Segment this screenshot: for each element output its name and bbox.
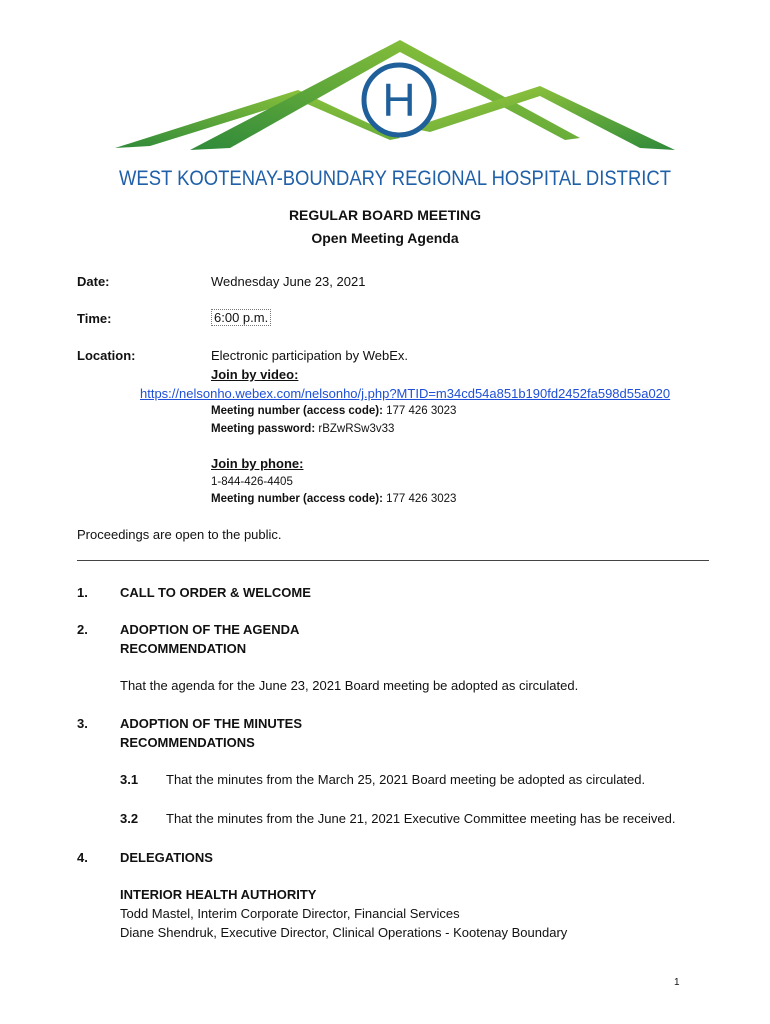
phone-meeting-number-line — [211, 493, 456, 505]
item3-title: ADOPTION OF THE MINUTES — [120, 716, 302, 731]
item3-1-text: That the minutes from the March 25, 2021 Board meeting be adopted as circulated. — [166, 772, 646, 787]
meeting-title: REGULAR BOARD MEETING — [288, 207, 482, 223]
time-value: 6:00 p.m. — [211, 309, 271, 326]
location-value: Electronic participation by WebEx. — [211, 348, 409, 363]
agenda-subtitle: Open Meeting Agenda — [311, 230, 459, 246]
join-video-label: Join by video: — [211, 367, 299, 382]
item3-subtitle: RECOMMENDATIONS — [120, 735, 255, 750]
item1-number: 1. — [77, 585, 88, 600]
date-value: Wednesday June 23, 2021 — [211, 274, 366, 289]
item2-subtitle: RECOMMENDATION — [120, 641, 247, 656]
webex-video-link[interactable]: https://nelsonho.webex.com/nelsonho/j.php?MTID=m34cd54a851b190fd2452fa598d55a020 — [140, 386, 671, 401]
phone-meeting-number-value: 177 426 3023 — [386, 493, 457, 505]
item3-2-text: That the minutes from the June 21, 2021 Executive Committee meeting has be received. — [166, 811, 676, 826]
meeting-password-value: rBZwRSw3v33 — [318, 423, 395, 435]
org-name: WEST KOOTENAY-BOUNDARY REGIONAL HOSPITAL DISTRICT — [119, 166, 671, 190]
phone-number: 1-844-426-4405 — [211, 476, 293, 488]
divider — [77, 560, 709, 561]
join-phone-label: Join by phone: — [211, 456, 304, 471]
item2-title: ADOPTION OF THE AGENDA — [120, 622, 300, 637]
meeting-password-line — [211, 423, 394, 435]
item3-number: 3. — [77, 716, 88, 731]
item2-number: 2. — [77, 622, 88, 637]
district-logo — [110, 38, 680, 193]
item3-1-number: 3.1 — [120, 772, 139, 787]
item3-2-number: 3.2 — [120, 811, 139, 826]
item2-recommendation: That the agenda for the June 23, 2021 Board meeting be adopted as circulated. — [120, 678, 579, 693]
delegate-1: Todd Mastel, Interim Corporate Director, Financial Services — [120, 906, 460, 921]
delegation-organization: INTERIOR HEALTH AUTHORITY — [120, 887, 317, 902]
item1-title: CALL TO ORDER & WELCOME — [120, 585, 311, 600]
item4-title: DELEGATIONS — [120, 850, 213, 865]
meeting-number-label: Meeting number (access code): — [211, 405, 383, 417]
mountain-logo-graphic — [110, 38, 680, 193]
time-label: Time: — [77, 311, 112, 326]
meeting-number-value: 177 426 3023 — [386, 405, 457, 417]
phone-meeting-number-label: Meeting number (access code): — [211, 493, 383, 505]
meeting-password-label: Meeting password: — [211, 423, 316, 435]
meeting-number-line — [211, 405, 456, 417]
page-number: 1 — [674, 977, 680, 988]
logo-letter: H — [382, 74, 416, 126]
location-label: Location: — [77, 348, 136, 363]
item4-number: 4. — [77, 850, 88, 865]
delegate-2: Diane Shendruk, Executive Director, Clinical Operations - Kootenay Boundary — [120, 925, 568, 940]
date-label: Date: — [77, 274, 110, 289]
public-note: Proceedings are open to the public. — [77, 527, 282, 542]
